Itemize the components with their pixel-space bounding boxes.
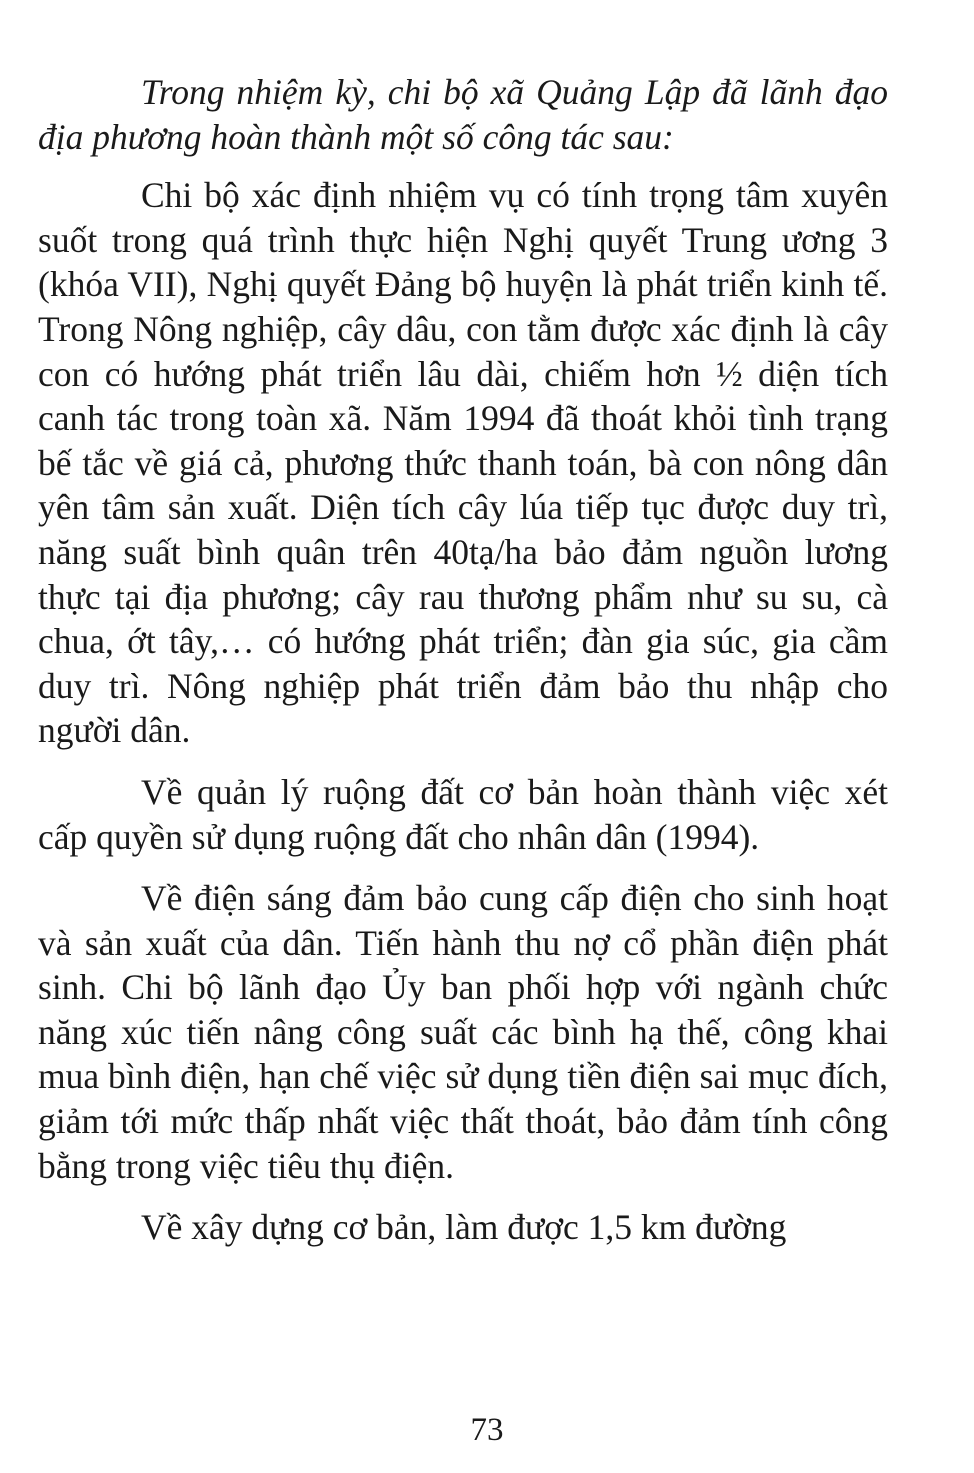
paragraph-land-management: Về quản lý ruộng đất cơ bản hoàn thành việc xét cấp quyền sử dụng ruộng đất cho nhân dân (1994).	[38, 771, 888, 857]
page-number: 73	[470, 1412, 504, 1448]
intro-paragraph: Trong nhiệm kỳ, chi bộ xã Quảng Lập đã lãnh đạo địa phương hoàn thành một số công tác sau:	[38, 72, 888, 157]
paragraph-economy: Chi bộ xác định nhiệm vụ có tính trọng tâm xuyên suốt trong quá trình thực hiện Nghị quyết Trung ương 3 (khóa VII), Nghị quyết Đảng bộ huyện là phát triển kinh tế. Trong Nông nghiệp, cây dâu, con tằm được xác định là cây con có hướng phát triển lâu dài, chiếm hơn ½ diện tích canh tác trong toàn xã. Năm 1994 đã thoát khỏi tình trạng bế tắc về giá cả, phương thức thanh toán, bà con nông dân yên tâm sản xuất. Diện tích cây lúa tiếp tục được duy trì, năng suất bình quân trên 40tạ/ha bảo đảm nguồn lương thực tại địa phương; cây rau thương phẩm như su su, cà chua, ớt tây,… có hướng phát triển; đàn gia súc, gia cầm duy trì. Nông nghiệp phát triển đảm bảo thu nhập cho người dân.	[38, 175, 888, 751]
paragraph-electricity: Về điện sáng đảm bảo cung cấp điện cho sinh hoạt và sản xuất của dân. Tiến hành thu nợ cổ phần điện phát sinh. Chi bộ lãnh đạo Ủy ban phối hợp với ngành chức năng xúc tiến nâng công suất các bình hạ thế, công khai mua bình điện, hạn chế việc sử dụng tiền điện sai mục đích, giảm tới mức thấp nhất việc thất thoát, bảo đảm tính công bằng trong việc tiêu thụ điện.	[38, 878, 888, 1186]
paragraph-construction: Về xây dựng cơ bản, làm được 1,5 km đường	[141, 1207, 787, 1248]
page-body	[38, 70, 888, 1250]
